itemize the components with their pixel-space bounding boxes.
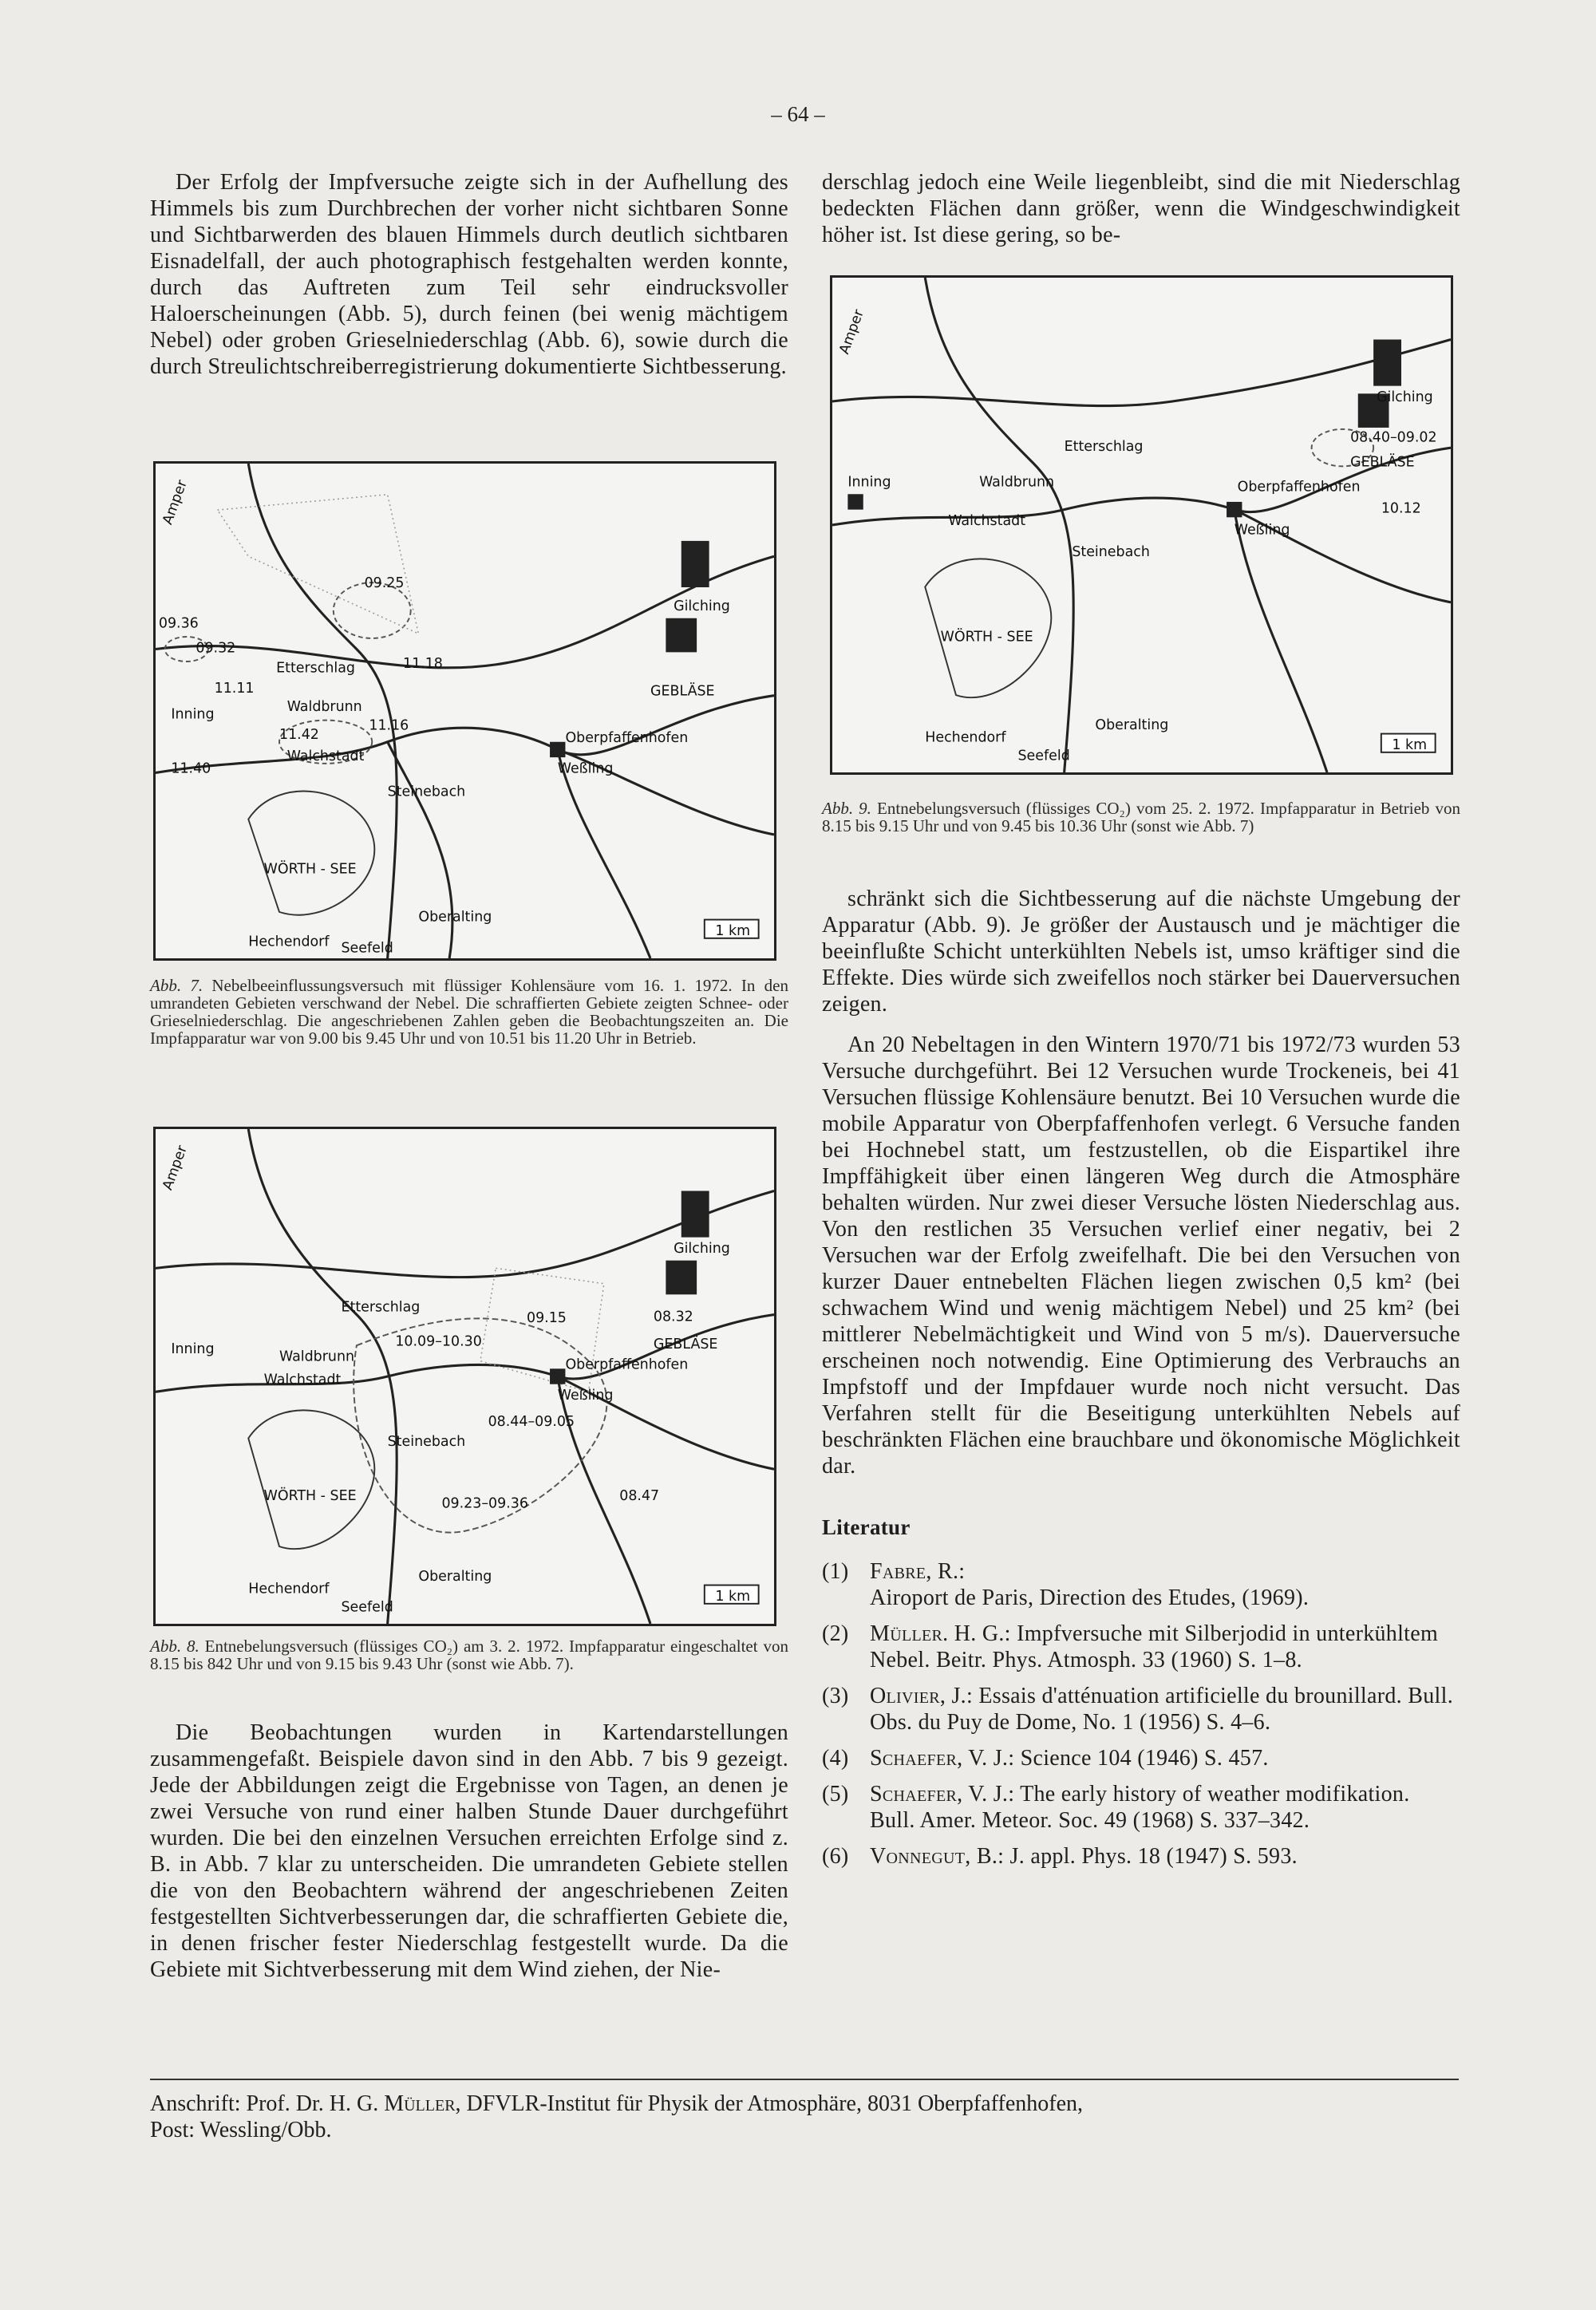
- ref-text: Airoport de Paris, Direction des Etudes, (1969).: [870, 1585, 1310, 1610]
- ref-number: (1): [822, 1559, 849, 1584]
- place-label: Amper: [836, 307, 867, 357]
- place-label: Weßling: [557, 1388, 614, 1404]
- right-column-body: [822, 886, 1460, 1879]
- place-label: WÖRTH - SEE: [940, 629, 1033, 646]
- time-label: 11.16: [369, 717, 409, 734]
- caption-text: Nebelbeeinflussungsversuch mit flüssiger Kohlensäure vom 16. 1. 1972. In den umrandeten Gebieten verschwand der Nebel. Die schraffierten Gebiete zeigten Schnee- oder Grieselniederschlag. Die angeschriebenen Zahlen geben die Beobachtungszeiten an. Die Impfapparatur war von 9.00 bis 9.45 Uhr und von 10.51 bis 11.20 Uhr in Betrieb.: [150, 976, 789, 1048]
- figure-7-caption: [150, 977, 788, 1047]
- place-label: Amper: [160, 478, 191, 527]
- footer-address: [150, 2091, 1083, 2143]
- paragraph: Der Erfolg der Impfversuche zeigte sich in der Aufhellung des Himmels bis zum Durchbrechen der vorher nicht sichtbaren Sonne und Sichtbarwerden des blauen Himmels durch deutlich sichtbaren Eisnadelfall, der auch photographisch festgehalten werden konnte, durch das Auftreten zum Teil sehr eindrucksvoller Haloerscheinungen (Abb. 5), durch feinen (bei wenig mächtigem Nebel) oder groben Grieselniederschlag (Abb. 6), sowie durch die durch Streulichtschreiberregistrierung dokumentierte Sichtbesserung.: [150, 170, 788, 379]
- place-label: Gilching: [674, 598, 730, 615]
- reference-item: [822, 1781, 1460, 1834]
- figure-label: Abb. 8.: [150, 1637, 200, 1656]
- paragraph: An 20 Nebeltagen in den Wintern 1970/71 bis 1972/73 wurden 53 Versuche durchgeführt. Bei 12 Versuchen wurde Trockeneis, bei 41 Versuchen flüssige Kohlensäure benutzt. Bei 10 Versuchen wurde die mobile Apparatur von Oberpfaffenhofen verlegt. 6 Versuche fanden bei Hochnebel statt, um festzustellen, ob die Eispartikel ihre Impffähigkeit über einen längeren Weg durch die Atmosphäre behalten würden. Nur zwei dieser Versuche lösten Niederschlag aus. Von den restlichen 35 Versuchen verlief einer negativ, bei 2 Versuchen war der Erfolg zweifelhaft. Die bei den Versuchen von kurzer Dauer entnebelten Flächen liegen zwischen 0,5 km² (bei schwachem Wind und wenig mächtigem Nebel) und 25 km² (bei mittlerer Nebelmächtigkeit und Wind von 5 m/s). Dauerversuche erscheinen noch notwendig. Eine Optimierung des Verbrauchs an Impfstoff und der Impfdauer wurde noch nicht versucht. Das Verfahren stellt für die Beseitigung unterkühlten Nebels auf beschränkten Flächen eine brauchbare und ökonomische Möglichkeit dar.: [822, 1033, 1460, 1479]
- ref-author: Müller. H. G.:: [870, 1621, 1011, 1646]
- place-label: Hechendorf: [925, 729, 1006, 746]
- scale-label: 1 km: [715, 922, 751, 939]
- ref-number: (2): [822, 1621, 849, 1646]
- place-label: Oberpfaffenhofen: [1237, 479, 1361, 496]
- place-label: Inning: [171, 706, 215, 723]
- ref-text: Science 104 (1946) S. 457.: [1020, 1746, 1269, 1771]
- ref-text: Essais d'atténuation artificielle du brounillard. Bull. Obs. du Puy de Dome, No. 1 (1956) S. 4–6.: [870, 1684, 1453, 1735]
- place-label: WÖRTH - SEE: [263, 861, 357, 878]
- scale-label: 1 km: [715, 1588, 751, 1605]
- ref-number: (6): [822, 1844, 849, 1869]
- place-label: Oberpfaffenhofen: [565, 1356, 689, 1373]
- ref-number: (5): [822, 1782, 849, 1807]
- time-label: 09.25: [364, 575, 405, 591]
- address-prefix: Anschrift: Prof. Dr. H. G.: [150, 2091, 379, 2116]
- ref-number: (4): [822, 1746, 849, 1771]
- place-label: GEBLÄSE: [653, 1337, 718, 1353]
- right-column-top: [822, 169, 1460, 248]
- figure-9-map: [830, 275, 1453, 775]
- place-label: WÖRTH - SEE: [263, 1488, 357, 1504]
- ref-author: Schaefer, V. J.:: [870, 1746, 1015, 1771]
- place-label: Amper: [160, 1143, 191, 1193]
- ref-author: Schaefer, V. J.:: [870, 1782, 1015, 1807]
- left-column-top: [150, 169, 788, 380]
- left-column-bottom: [150, 1720, 788, 1983]
- place-label: Weßling: [557, 760, 614, 777]
- place-label: Oberalting: [418, 1568, 492, 1585]
- figure-9-caption: [822, 800, 1460, 835]
- caption-text: Entnebelungsversuch (flüssiges CO₂) vom 25. 2. 1972. Impfapparatur in Betrieb von 8.15 bis 9.15 Uhr und von 9.45 bis 10.36 Uhr (sonst wie Abb. 7): [822, 799, 1461, 835]
- address-text: , DFVLR-Institut für Physik der Atmosphäre, 8031 Oberpfaffenhofen,: [455, 2091, 1084, 2116]
- paragraph: Die Beobachtungen wurden in Kartendarstellungen zusammengefaßt. Beispiele davon sind in den Abb. 7 bis 9 gezeigt. Jede der Abbildungen zeigt die Ergebnisse von Tagen, an denen je zwei Versuche von rund einer halben Stunde Dauer durchgeführt wurden. Die bei den einzelnen Versuchen erreichten Erfolge sind z. B. in Abb. 7 klar zu unterscheiden. Die umrandeten Gebiete stellen die von den Beobachtern während der angeschriebenen Zeiten festgestellten Sichtverbesserungen dar, die schraffierten Gebiete die, in denen frischer fester Niederschlag festgestellt wurde. Da die Gebiete mit Sichtverbesserung mit dem Wind ziehen, der Nie-: [150, 1720, 788, 1982]
- time-label: 11.40: [171, 760, 211, 777]
- place-label: Etterschlag: [341, 1299, 421, 1316]
- place-label: Gilching: [674, 1241, 730, 1257]
- map-drawing: [156, 1129, 774, 1624]
- ref-text: Impfversuche mit Silberjodid in unterkühltem Nebel. Beitr. Phys. Atmosph. 33 (1960) S. 1–8.: [870, 1621, 1439, 1672]
- place-label: Steinebach: [387, 1434, 466, 1451]
- place-label: Oberalting: [1095, 717, 1169, 733]
- place-label: Walchstadt: [286, 748, 365, 764]
- map-drawing: [832, 278, 1451, 772]
- place-label: Etterschlag: [276, 660, 355, 677]
- time-label: 09.36: [158, 615, 199, 632]
- place-label: Hechendorf: [248, 934, 330, 950]
- time-label: 09.23–09.36: [441, 1495, 528, 1512]
- place-label: Seefeld: [1017, 748, 1070, 764]
- figure-8-map: [153, 1127, 776, 1626]
- time-label: 08.32: [653, 1309, 693, 1325]
- place-label: GEBLÄSE: [650, 683, 715, 700]
- place-label: Seefeld: [341, 940, 393, 957]
- place-label: GEBLÄSE: [1350, 454, 1415, 471]
- ref-number: (3): [822, 1684, 849, 1708]
- scale-label: 1 km: [1392, 736, 1428, 753]
- reference-item: [822, 1621, 1460, 1673]
- place-label: Hechendorf: [248, 1581, 330, 1597]
- place-label: Steinebach: [387, 784, 466, 800]
- reference-item: [822, 1745, 1460, 1771]
- place-label: Waldbrunn: [279, 1348, 355, 1365]
- section-heading: Literatur: [822, 1515, 911, 1539]
- ref-text: The early history of weather modifikation. Bull. Amer. Meteor. Soc. 49 (1968) S. 337–342.: [870, 1782, 1410, 1833]
- time-label: 11.42: [279, 726, 319, 743]
- ref-text: J. appl. Phys. 18 (1947) S. 593.: [1009, 1844, 1298, 1869]
- reference-item: [822, 1558, 1460, 1611]
- figure-7-map: [153, 461, 776, 961]
- place-label: Steinebach: [1072, 543, 1150, 560]
- time-label: 10.12: [1381, 500, 1421, 517]
- place-label: Seefeld: [341, 1599, 393, 1616]
- place-label: Inning: [171, 1341, 215, 1357]
- place-label: Inning: [847, 474, 891, 491]
- time-label: 09.15: [527, 1310, 567, 1327]
- time-label: 10.09–10.30: [395, 1333, 482, 1350]
- figure-label: Abb. 9.: [822, 799, 871, 818]
- address-post: Post: Wessling/Obb.: [150, 2118, 332, 2142]
- figure-8-caption: [150, 1637, 788, 1672]
- time-label: 11.11: [214, 680, 255, 697]
- ref-author: Olivier, J.:: [870, 1684, 974, 1708]
- map-drawing: [156, 464, 774, 958]
- ref-author: Vonnegut, B.:: [870, 1844, 1005, 1869]
- place-label: Walchstadt: [263, 1372, 342, 1388]
- reference-item: [822, 1843, 1460, 1870]
- paragraph: derschlag jedoch eine Weile liegenbleibt, sind die mit Niederschlag bedeckten Flächen dann größer, wenn die Windgeschwindigkeit höher ist. Ist diese gering, so be-: [822, 170, 1460, 247]
- place-label: Weßling: [1234, 522, 1290, 539]
- time-label: 08.44–09.05: [488, 1414, 575, 1430]
- footer-divider: [150, 2079, 1459, 2080]
- place-label: Walchstadt: [948, 513, 1026, 529]
- ref-author: Fabre, R.:: [870, 1559, 966, 1584]
- paragraph: schränkt sich die Sichtbesserung auf die nächste Umgebung der Apparatur (Abb. 9). Je größer der Austausch und je mächtiger die beeinflußte Schicht unterkühlten Nebels ist, umso kräftiger sind die Effekte. Dies würde sich zweifellos noch stärker bei Dauerversuchen zeigen.: [822, 886, 1460, 1017]
- place-label: Waldbrunn: [979, 474, 1055, 491]
- time-label: 11.18: [403, 655, 443, 672]
- time-label: 09.32: [196, 640, 236, 657]
- figure-label: Abb. 7.: [150, 976, 203, 995]
- time-label: 08.47: [619, 1488, 660, 1504]
- page-number: – 64 –: [771, 102, 825, 126]
- place-label: Oberalting: [418, 909, 492, 926]
- reference-item: [822, 1683, 1460, 1735]
- place-label: Oberpfaffenhofen: [565, 729, 689, 746]
- place-label: Waldbrunn: [286, 699, 362, 715]
- time-label: 08.40–09.02: [1350, 429, 1437, 446]
- place-label: Etterschlag: [1064, 439, 1144, 455]
- caption-text: Entnebelungsversuch (flüssiges CO₂) am 3. 2. 1972. Impfapparatur eingeschaltet von 8.15 bis 842 Uhr und von 9.15 bis 9.43 Uhr (sonst wie Abb. 7).: [150, 1637, 788, 1673]
- author-name: Müller: [384, 2091, 456, 2116]
- place-label: Gilching: [1377, 389, 1433, 405]
